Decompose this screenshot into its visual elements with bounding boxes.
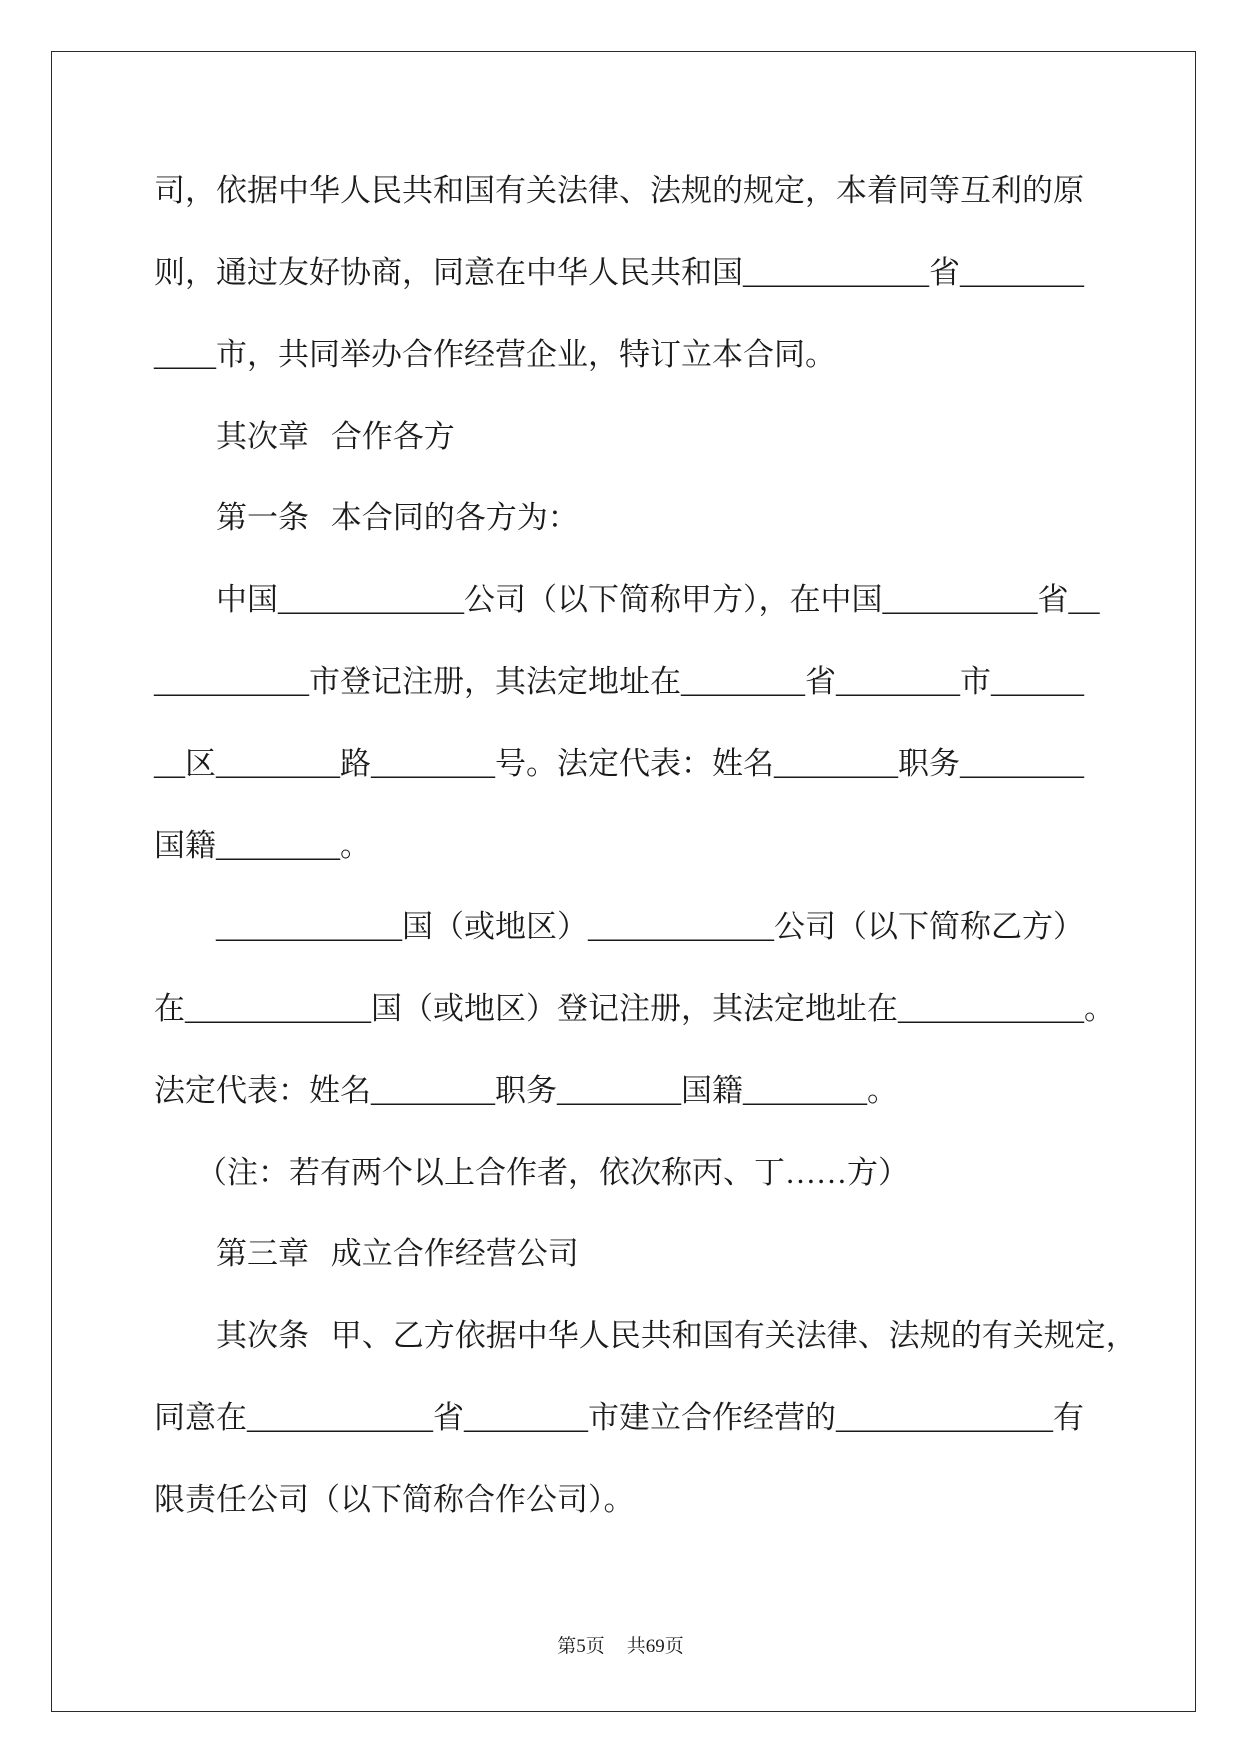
page-border xyxy=(51,51,1196,1712)
article-line: 其次条 甲、乙方依据中华人民共和国有关法律、法规的有关规定， xyxy=(216,1318,1137,1353)
text-line: ____市，共同举办合作经营企业，特订立本合同。 xyxy=(154,337,836,372)
text-line: 法定代表：姓名________职务________国籍________。 xyxy=(154,1073,898,1108)
page-footer xyxy=(0,1634,1241,1660)
text-line: 国籍________。 xyxy=(154,828,371,863)
text-line: 司，依据中华人民共和国有关法律、法规的规定，本着同等互利的原 xyxy=(154,173,1084,208)
text-line: ____________国（或地区）____________公司（以下简称乙方） xyxy=(216,909,1084,944)
chapter-heading: 第三章 成立合作经营公司 xyxy=(216,1236,579,1271)
text-line: 在____________国（或地区）登记注册，其法定地址在____________。 xyxy=(154,991,1115,1026)
text-line: 同意在____________省________市建立合作经营的______________有 xyxy=(154,1400,1084,1435)
text-line: __________市登记注册，其法定地址在________省________市______ xyxy=(154,664,1084,699)
note-line: （注：若有两个以上合作者，依次称丙、丁……方） xyxy=(196,1155,909,1190)
page-number: 第5页 xyxy=(557,1636,605,1657)
text-line: 则，通过友好协商，同意在中华人民共和国____________省________ xyxy=(154,255,1084,290)
chapter-heading: 其次章 合作各方 xyxy=(216,419,455,454)
page-total: 共69页 xyxy=(626,1636,684,1657)
text-line: 限责任公司（以下简称合作公司）。 xyxy=(154,1482,635,1517)
text-line: 中国____________公司（以下简称甲方），在中国__________省__ xyxy=(216,582,1100,617)
article-heading: 第一条 本合同的各方为： xyxy=(216,500,579,535)
text-line: __区________路________号。法定代表：姓名________职务________ xyxy=(154,746,1084,781)
